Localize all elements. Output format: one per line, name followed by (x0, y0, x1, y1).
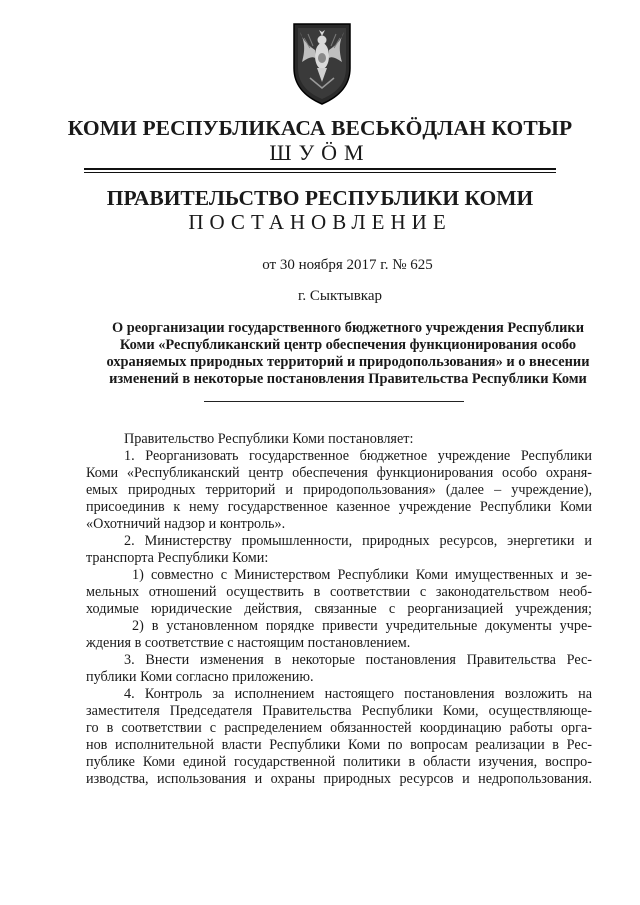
header-divider-thick (84, 168, 556, 170)
body-line: «Охотничий надзор и контроль». (86, 516, 286, 532)
document-title (92, 320, 604, 388)
komi-coat-of-arms-icon (286, 18, 358, 106)
document-body (86, 431, 592, 788)
title-line: охраняемых природных территорий и природопользования» и о внесении (106, 354, 590, 370)
body-line: емых природных территорий и природопользования» (далее – учреждение), (86, 482, 592, 498)
header-divider-thin (84, 172, 556, 173)
title-line: О реорганизации государственного бюджетного учреждения Республики (111, 320, 585, 336)
body-line: 2) в установленном порядке привести учредительные документы учре- (132, 618, 592, 634)
body-line: публике Коми единой государственной политики в области изучения, воспро- (86, 754, 592, 770)
header-ru-line1: ПРАВИТЕЛЬСТВО РЕСПУБЛИКИ КОМИ (106, 186, 534, 210)
body-line: ходимые юридические действия, связанные с реорганизацией учреждения; (86, 601, 592, 617)
body-line: мельных отношений осуществить в соответствии с законодательством необ- (86, 584, 592, 600)
body-line: присоединив к нему государственное казенное учреждение Республики Коми (86, 499, 592, 515)
body-line: 4. Контроль за исполнением настоящего постановления возложить на (124, 686, 592, 702)
body-line: 1) совместно с Министерством Республики Коми имущественных и зе- (132, 567, 592, 583)
document-city: г. Сыктывкар (297, 288, 383, 304)
body-line: заместителя Председателя Правительства Республики Коми, осуществляюще- (86, 703, 592, 719)
header-ru-line2: ПОСТАНОВЛЕНИЕ (188, 210, 452, 234)
title-underline (204, 401, 464, 402)
body-line: 2. Министерству промышленности, природных ресурсов, энергетики и (124, 533, 592, 549)
body-line: изводства, использования и охраны природных ресурсов и недропользования. (86, 771, 592, 787)
header-komi-line1: КОМИ РЕСПУБЛИКАСА ВЕСЬКӦДЛАН КОТЫР (67, 116, 573, 140)
body-line: го в соответствии с распределением обязанностей координацию работы орга- (86, 720, 592, 736)
body-line: Коми «Республиканский центр обеспечения функционирования особо охраня- (86, 465, 592, 481)
body-line: 1. Реорганизовать государственное бюджетное учреждение Республики (124, 448, 592, 464)
document-date-number: от 30 ноября 2017 г. № 625 (262, 257, 433, 273)
body-line: публики Коми согласно приложению. (86, 669, 314, 685)
body-line: 3. Внести изменения в некоторые постановления Правительства Рес- (124, 652, 592, 668)
body-line: Правительство Республики Коми постановляет: (124, 431, 414, 447)
title-line: изменений в некоторые постановления Правительства Республики Коми (109, 371, 587, 387)
body-line: ждения в соответствие с настоящим постановлением. (86, 635, 411, 651)
header-komi-line2: ШУӦМ (269, 140, 371, 165)
title-line: Коми «Республиканский центр обеспечения функционирования особо (119, 337, 577, 353)
body-line: нов исполнительной власти Республики Коми по вопросам реализации в Рес- (86, 737, 592, 753)
body-line: транспорта Республики Коми: (86, 550, 269, 566)
